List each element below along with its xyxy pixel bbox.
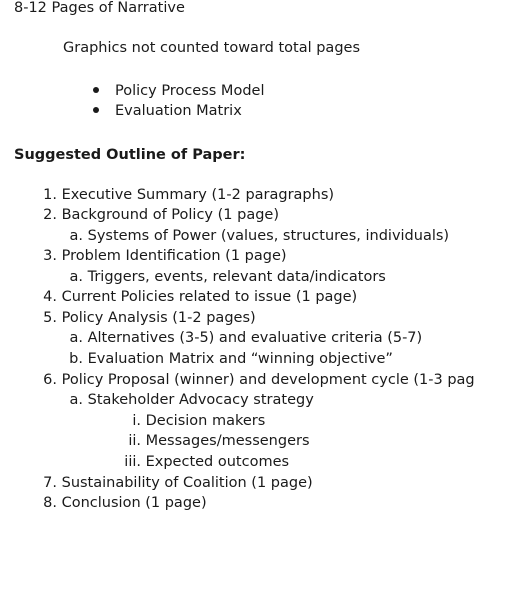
bullet-icon [93, 107, 99, 113]
list-marker: 7. [43, 475, 57, 491]
list-marker: a. [69, 228, 83, 244]
outline-heading: Suggested Outline of Paper: [14, 147, 246, 163]
list-marker: 5. [43, 310, 57, 326]
list-item-text: Conclusion (1 page) [61, 495, 207, 511]
list-marker: iii. [124, 454, 141, 470]
list-item-text: Evaluation Matrix and “winning objective” [87, 351, 393, 367]
outline-item [23, 493, 207, 513]
list-item-text: Current Policies related to issue (1 page) [61, 289, 358, 305]
list-item-text: Policy Process Model [115, 83, 265, 99]
list-marker: 8. [43, 495, 57, 511]
graphics-list-item [93, 101, 242, 121]
list-item-text: Alternatives (3-5) and evaluative criteria (5-7) [87, 330, 423, 346]
outline-item [23, 185, 334, 205]
list-item-text: Policy Analysis (1-2 pages) [61, 310, 256, 326]
outline-subsubitem [115, 431, 310, 451]
list-marker: b. [69, 351, 83, 367]
outline-subitem [69, 267, 386, 287]
list-item-text: Decision makers [145, 413, 266, 429]
bullet-icon [93, 87, 99, 93]
list-item-text: Executive Summary (1-2 paragraphs) [61, 187, 335, 203]
list-marker: 4. [43, 289, 57, 305]
outline-subitem [69, 328, 422, 348]
outline-subitem [69, 349, 393, 369]
list-item-text: Triggers, events, relevant data/indicators [87, 269, 386, 285]
list-marker: a. [69, 330, 83, 346]
list-item-text: Background of Policy (1 page) [61, 207, 279, 223]
list-marker: 1. [43, 187, 57, 203]
list-marker: 3. [43, 248, 57, 264]
outline-item [23, 473, 313, 493]
outline-item [23, 246, 287, 266]
outline-subitem [69, 390, 314, 410]
graphics-list-item [93, 81, 264, 101]
list-item-text: Stakeholder Advocacy strategy [87, 392, 314, 408]
outline-item [23, 370, 475, 390]
list-item-text: Expected outcomes [145, 454, 290, 470]
list-marker: ii. [128, 433, 141, 449]
outline-subitem [69, 226, 449, 246]
outline-subsubitem [115, 411, 265, 431]
list-marker: a. [69, 392, 83, 408]
graphics-note: Graphics not counted toward total pages [63, 40, 360, 56]
list-item-text: Policy Proposal (winner) and development cycle (1-3 pag [61, 372, 475, 388]
list-item-text: Messages/messengers [145, 433, 310, 449]
list-marker: 2. [43, 207, 57, 223]
list-item-text: Systems of Power (values, structures, individuals) [87, 228, 450, 244]
list-item-text: Sustainability of Coalition (1 page) [61, 475, 313, 491]
list-item-text: Evaluation Matrix [115, 103, 242, 119]
list-marker: i. [132, 413, 141, 429]
pages-requirement: 8-12 Pages of Narrative [14, 0, 185, 16]
outline-item [23, 308, 256, 328]
outline-item [23, 287, 357, 307]
list-item-text: Problem Identification (1 page) [61, 248, 287, 264]
outline-subsubitem [115, 452, 289, 472]
list-marker: 6. [43, 372, 57, 388]
list-marker: a. [69, 269, 83, 285]
outline-item [23, 205, 279, 225]
